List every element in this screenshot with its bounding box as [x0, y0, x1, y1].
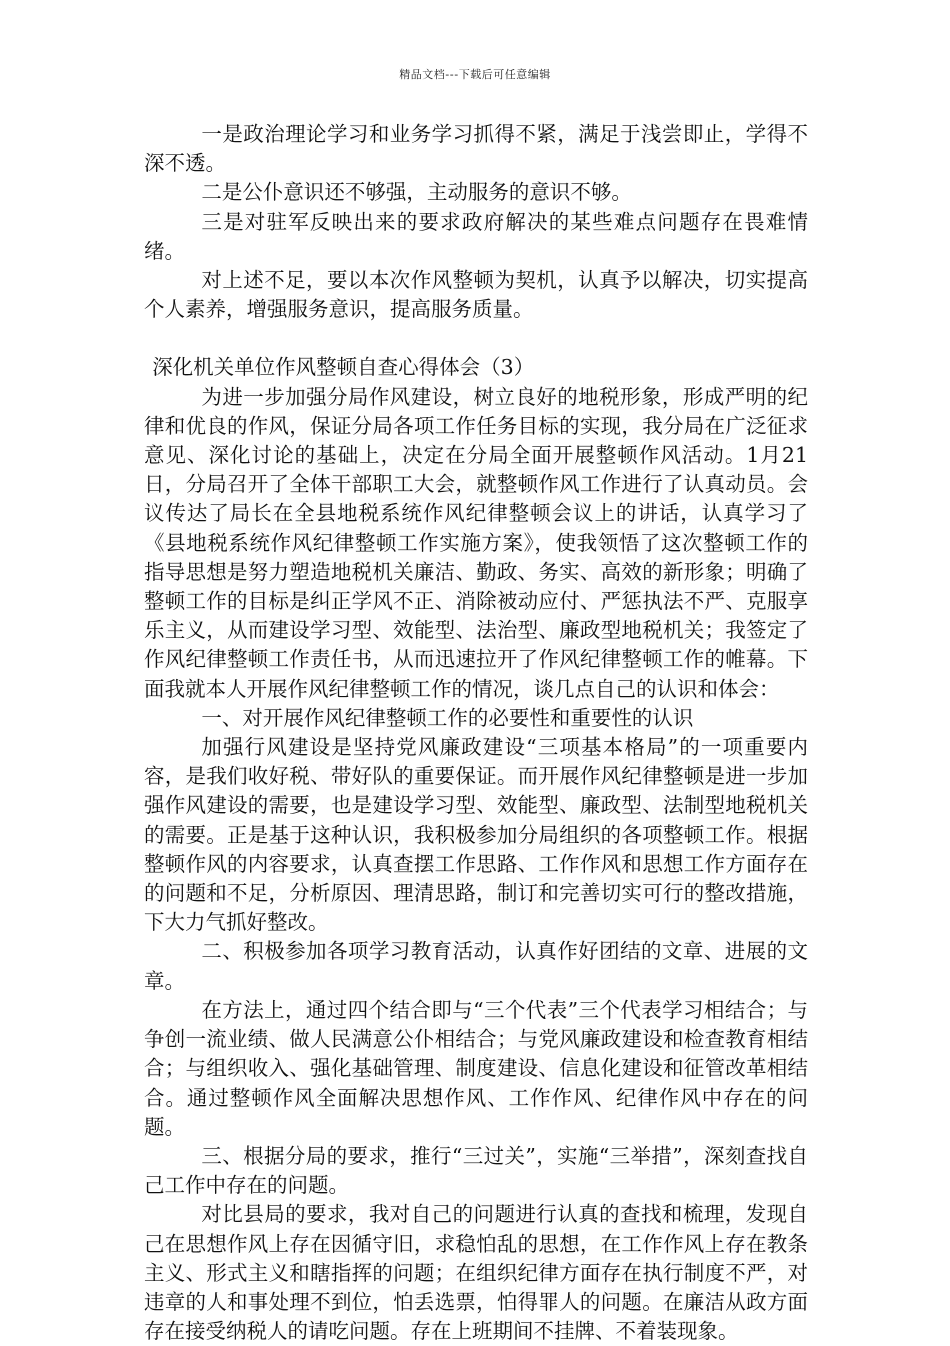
section-title: 深化机关单位作风整顿自查心得体会（3） [152, 355, 535, 380]
paragraph-heading: 一、对开展作风纪律整顿工作的必要性和重要性的认识 [201, 705, 694, 730]
paragraph: 三是对驻军反映出来的要求政府解决的某些难点问题存在畏难情绪。 [144, 209, 808, 263]
paragraph: 对上述不足，要以本次作风整顿为契机，认真予以解决，切实提高个人素养，增强服务意识，提高服务质量。 [144, 268, 808, 322]
paragraph: 二是公仆意识还不够强，主动服务的意识不够。 [201, 180, 632, 205]
paragraph: 为进一步加强分局作风建设，树立良好的地税形象，形成严明的纪律和优良的作风，保证分局各项工作任务目标的实现，我分局在广泛征求意见、深化讨论的基础上，决定在分局全面开展整顿作风活动。1月21日，分局召开了全体干部职工大会，就整顿作风工作进行了认真动员。会议传达了局长在全县地税系统作风纪律整顿会议上的讲话，认真学习了《县地税系统作风纪律整顿工作实施方案》，使我领悟了这次整顿工作的指导思想是努力塑造地税机关廉洁、勤政、务实、高效的新形象；明确了整顿工作的目标是纠正学风不正、消除被动应付、严惩执法不严、克服享乐主义，从而建设学习型、效能型、法治型、廉政型地税机关；我签定了作风纪律整顿工作责任书，从而迅速拉开了作风纪律整顿工作的帷幕。下面我就本人开展作风纪律整顿工作的情况，谈几点自己的认识和体会： [144, 384, 808, 701]
paragraph: 在方法上，通过四个结合即与“三个代表”三个代表学习相结合；与争创一流业绩、做人民满意公仆相结合；与党风廉政建设和检查教育相结合；与组织收入、强化基础管理、制度建设、信息化建设和征管改革相结合。通过整顿作风全面解决思想作风、工作作风、纪律作风中存在的问题。 [144, 997, 808, 1139]
document-body [144, 120, 808, 1346]
paragraph: 加强行风建设是坚持党风廉政建设“三项基本格局”的一项重要内容，是我们收好税、带好队的重要保证。而开展作风纪律整顿是进一步加强作风建设的需要，也是建设学习型、效能型、廉政型、法制型地税机关的需要。正是基于这种认识，我积极参加分局组织的各项整顿工作。根据整顿作风的内容要求，认真查摆工作思路、工作作风和思想工作方面存在的问题和不足，分析原因、理清思路，制订和完善切实可行的整改措施，下大力气抓好整改。 [144, 735, 808, 935]
paragraph-heading: 二、积极参加各项学习教育活动，认真作好团结的文章、进展的文章。 [144, 939, 808, 993]
paragraph-heading: 三、根据分局的要求，推行“三过关”，实施“三举措”，深刻查找自己工作中存在的问题。 [144, 1143, 808, 1198]
header-note: 精品文档---下载后可任意编辑 [399, 68, 551, 81]
paragraph: 一是政治理论学习和业务学习抓得不紧，满足于浅尝即止，学得不深不透。 [144, 122, 808, 176]
blank-line [144, 324, 808, 353]
paragraph: 对比县局的要求，我对自己的问题进行认真的查找和梳理，发现自己在思想作风上存在因循守旧，求稳怕乱的思想，在工作作风上存在教条主义、形式主义和瞎指挥的问题；在组织纪律方面存在执行制度不严，对违章的人和事处理不到位，怕丢选票，怕得罪人的问题。在廉洁从政方面存在接受纳税人的请吃问题。存在上班期间不挂牌、不着装现象。 [144, 1202, 808, 1344]
